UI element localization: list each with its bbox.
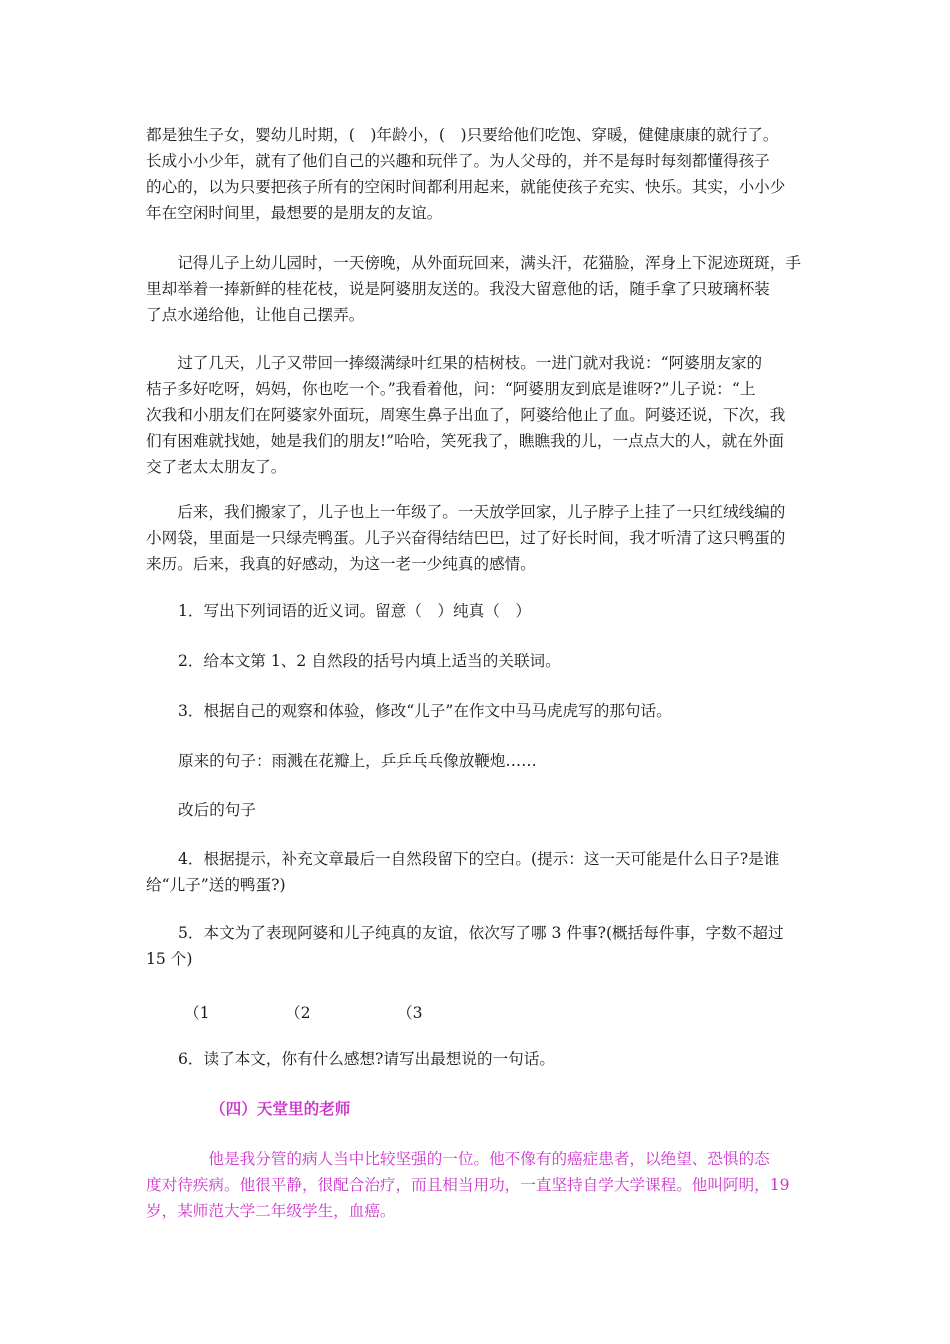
text-line: 都是独生子女，婴幼儿时期，( )年龄小，( )只要给他们吃饱、穿暖，健健康康的就行了。 [146,126,779,144]
text-line: 他是我分管的病人当中比较坚强的一位。他不像有的癌症患者，以绝望、恐惧的态 [146,1150,770,1168]
text-line: 次我和小朋友们在阿婆家外面玩，周寒生鼻子出血了，阿婆给他止了血。阿婆还说，下次，我 [146,406,786,424]
question-4 [146,846,810,898]
section-paragraph [146,1146,810,1224]
text-line: 记得儿子上幼儿园时，一天傍晚，从外面玩回来，满头汗，花猫脸，浑身上下泥迹斑斑，手 [146,254,801,272]
paragraph-3 [146,350,810,480]
text-line: 年在空闲时间里，最想要的是朋友的友谊。 [146,204,443,222]
text-line: 过了几天，儿子又带回一捧缀满绿叶红果的桔树枝。一进门就对我说：“阿婆朋友家的 [146,354,763,372]
question-text: 1．写出下列词语的近义词。留意（ ）纯真（ ） [178,602,531,620]
paragraph-4 [146,499,810,577]
text-line: 岁，某师范大学二年级学生，血癌。 [146,1202,396,1220]
question-text: 4．根据提示，补充文章最后一自然段留下的空白。(提示：这一天可能是什么日子?是谁 [178,850,780,868]
text-line: 来历。后来，我真的好感动，为这一老一少纯真的感情。 [146,555,536,573]
question-text: 5．本文为了表现阿婆和儿子纯真的友谊，依次写了哪 3 件事?(概括每件事，字数不超过 [178,924,784,942]
question-5 [146,920,810,972]
answer-blank-1: （1 [184,1004,210,1022]
revised-sentence-label: 改后的句子 [178,801,256,819]
paragraph-2 [146,250,810,328]
question-text: 6．读了本文，你有什么感想?请写出最想说的一句话。 [178,1050,555,1068]
answer-blank-2: （2 [285,1004,311,1022]
text-line: 小网袋，里面是一只绿壳鸭蛋。儿子兴奋得结结巴巴，过了好长时间，我才听清了这只鸭蛋的 [146,529,786,547]
question-text: 2．给本文第 1、2 自然段的括号内填上适当的关联词。 [178,652,561,670]
question-text: 3．根据自己的观察和体验，修改“儿子”在作文中马马虎虎写的那句话。 [178,702,672,720]
paragraph-1 [146,122,810,226]
question-3 [178,698,798,724]
text-line: 交了老太太朋友了。 [146,458,287,476]
original-sentence [178,748,798,774]
text-line: 里却举着一捧新鲜的桂花枝，说是阿婆朋友送的。我没大留意他的话，随手拿了只玻璃杯装 [146,280,770,298]
revised-sentence [178,797,798,823]
answer-blank-3: （3 [397,1004,423,1022]
question-6 [178,1046,798,1072]
question-1 [178,598,798,624]
original-sentence-text: 原来的句子：雨溅在花瓣上，乒乒乓乓像放鞭炮…… [178,752,537,770]
text-line: 后来，我们搬家了，儿子也上一年级了。一天放学回家，儿子脖子上挂了一只红绒线编的 [146,503,786,521]
section-heading [210,1096,610,1122]
question-text: 15 个) [146,950,193,968]
text-line: 长成小小少年，就有了他们自己的兴趣和玩伴了。为人父母的，并不是每时每刻都懂得孩子 [146,152,770,170]
text-line: 了点水递给他，让他自己摆弄。 [146,306,365,324]
question-text: 给“儿子”送的鸭蛋?) [146,876,286,894]
text-line: 的心的，以为只要把孩子所有的空闲时间都利用起来，就能使孩子充实、快乐。其实，小小少 [146,178,786,196]
text-line: 桔子多好吃呀，妈妈，你也吃一个。”我看着他，问：“阿婆朋友到底是谁呀?”儿子说：“上 [146,380,756,398]
text-line: 度对待疾病。他很平静，很配合治疗，而且相当用功，一直坚持自学大学课程。他叫阿明，19 [146,1176,790,1194]
text-line: 们有困难就找她，她是我们的朋友!”哈哈，笑死我了，瞧瞧我的儿，一点点大的人，就在外面 [146,432,784,450]
section-title: （四）天堂里的老师 [210,1099,351,1118]
question-2 [178,648,798,674]
